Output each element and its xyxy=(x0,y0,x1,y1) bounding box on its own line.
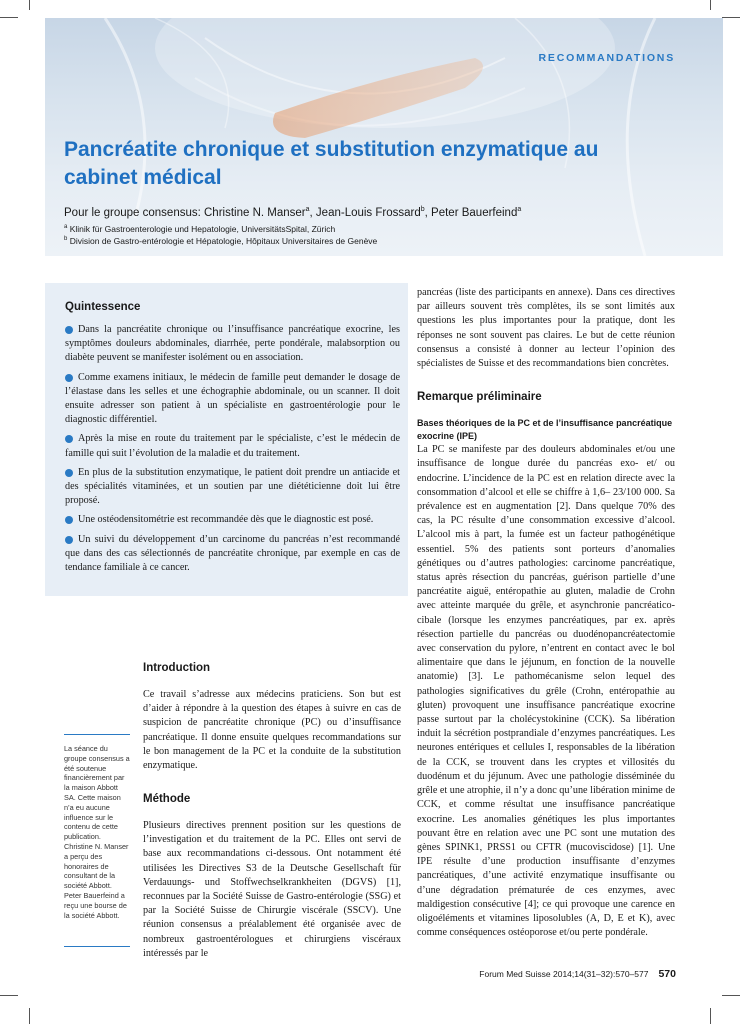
affil-text: Division de Gastro-entérologie et Hépatologie, Hôpitaux Universitaires de Genève xyxy=(67,236,378,246)
bases-subheading: Bases théoriques de la PC et de l’insuffisance pancréatique exocrine (IPE) xyxy=(417,418,673,442)
article-title: Pancréatite chronique et substitution enzymatique au cabinet médical xyxy=(64,138,599,189)
crop-mark xyxy=(710,1008,711,1024)
list-item xyxy=(65,533,400,576)
bullet-icon xyxy=(65,469,73,477)
crop-mark xyxy=(29,0,30,10)
list-item xyxy=(65,432,400,460)
crop-mark xyxy=(722,995,740,996)
methode-section xyxy=(143,793,401,961)
authors-text: , Jean-Louis Frossard xyxy=(309,206,421,219)
author-sup: b xyxy=(420,206,425,213)
remarque-heading: Remarque préliminaire xyxy=(417,391,542,404)
bullet-icon xyxy=(65,516,73,524)
bullet-icon xyxy=(65,536,73,544)
affil-sup: a xyxy=(64,224,68,231)
introduction-section xyxy=(143,662,401,773)
crop-mark xyxy=(0,995,18,996)
list-item-text: En plus de la substitution enzymatique, le patient doit prendre un antiacide et des spécialités vitaminées, et un soutien par une diététicienne doit lui être proposé. xyxy=(65,466,400,507)
list-item-text: Un suivi du développement d’un carcinome du pancréas n’est recommandé que dans des cas sélectionnés de pancréatite chronique, par exemple en cas de tendance familiale à ce cancer. xyxy=(65,533,400,574)
bullet-icon xyxy=(65,435,73,443)
authors-text: , Peter Bauerfeind xyxy=(424,206,518,219)
bullet-icon xyxy=(65,326,73,334)
affil-sup: b xyxy=(64,236,68,243)
bullet-icon xyxy=(65,374,73,382)
crop-mark xyxy=(0,17,18,18)
quintessence-list xyxy=(65,323,400,580)
right-column xyxy=(417,286,675,940)
affil-text: Klinik für Gastroenterologie und Hepatologie, UniversitätsSpital, Zürich xyxy=(67,224,336,234)
introduction-heading: Introduction xyxy=(143,662,211,674)
list-item-text: Dans la pancréatite chronique ou l’insuffisance pancréatique exocrine, les symptômes douleurs abdominales, diarrhée, perte pondérale, malabsorption ou diabète peuvent se manifester isolément ou en association. xyxy=(65,324,400,364)
continuation-text: pancréas (liste des participants en annexe). Dans ces directives par ailleurs souvent très complètes, ils se sont limités aux questions les plus importantes pour la pratique, dont les réponses ne sont souvent pas claires. Le but de cette réunion consensus a consisté à donner au lecteur l’opinion des spécialistes de Suisse et des recommandations bien concrètes. xyxy=(417,287,675,370)
list-item xyxy=(65,466,400,509)
quintessence-box xyxy=(45,283,408,596)
bases-text: La PC se manifeste par des douleurs abdominales et/ou une insuffisance de longue durée du pancréas exo- et/ ou endocrine. L’incidence de la PC est en relation directe avec la consommation d’alcool et elle se chiffre à 1,6– 23/100 000. Sa prévalence est en augmentation [2]. Dans quelque 70% des cas, la PC résulte d’une consommation excessive d’alcool. L’alcool mis à part, la fumée est un facteur pathogénétique essentiel. 5% des patients sont porteurs d’anomalies génétiques ou d’autres pathologies: carcinome pancréatique, status après résection du pancréas, guérison partielle d’une pancréatite aiguë, entéropathie au gluten, maladie de Crohn avec atteinte marquée du grêle, et asynchronie pancréatico-cibale (lorsque les enzymes pancréatiques, par ex. après résection partielle du pancréas ou duodénopancréatectomie avec conservation du pylore, n’entrent en contact avec le bol alimentaire que dans le jéjunum, en fonction de la nouvelle anatomie) [3]. Le pathomécanisme selon lequel des pathologies significatives du grêle (Crohn, entéropathie au gluten) provoquent une insuffisance pancréatique exocrine passe surtout par la cholécystokinine (CCK). Sa libération induit la sécrétion postprandiale d’enzymes pancréatiques. Les neurones entériques et cellules I, responsables de la libération de la CCK, se trouvent dans les cryptes et villosités du duodénum et du jéjunum. Avec une pathologie disséminée du grêle et une atrophie, il n’y a donc qu’une libération minime de CCK, et comme résultat une insuffisance pancréatique exocrine. Les anomalies génétiques les plus importantes pouvant être en relation avec une PC sont une mutation des gènes SPINK1, PRSS1 ou CFTR (mucoviscidose) [1]. Une IPE résulte d’une production insuffisante d’enzymes pancréatiques, d’une activité enzymatique insuffisante ou d’une dégradation prématurée de ces enzymes, avec maldigestion consécutive [4]; ce qui provoque une carence en oligoéléments et vitamines liposolubles (A, D, E et K), avec comme conséquences ostéoporose et/ou perte pondérale. xyxy=(417,444,675,939)
author-sup: a xyxy=(517,206,522,213)
introduction-text: Ce travail s’adresse aux médecins praticiens. Son but est d’aider à répondre à la question des étapes à suivre en cas de suspicion de pancréatite chronique (PC) ou d’insuffisance pancréatique. Il donne ensuite quelques recommandations sur le bon management de la PC et la conduite de la substitution enzymatique. xyxy=(143,689,401,772)
methode-text: Plusieurs directives prennent position sur les questions de l’investigation et du traitement de la PC. Elles ont servi de base aux recommandations ci-dessous. Ont notamment été utilisées les Directives S3 de la Deutsche Gesellschaft für Verdauungs- und Stoffwechselkrankheiten (DGVS) [1], reconnues par la Société Suisse de Gastro-entérologie (SSG) et par la Société Suisse de Chirurgie viscérale (SSCV). Une réunion consensus a préalablement été organisée avec de nombreux gastroentérologues et chirurgiens viscéraux intéressés par le xyxy=(143,820,401,959)
list-item-text: Comme examens initiaux, le médecin de famille peut demander le dosage de l’élastase dans les selles et une échographie abdominale, ou un scanner. Il doit ensuite adresser son patient à un spécialiste en gastroentérologie pour le diagnostic différentiel. xyxy=(65,371,400,426)
crop-mark xyxy=(710,0,711,10)
affiliation-b xyxy=(64,236,377,246)
list-item xyxy=(65,513,400,527)
section-label: RECOMMANDATIONS xyxy=(538,52,675,64)
quintessence-heading: Quintessence xyxy=(65,301,141,313)
crop-mark xyxy=(722,17,740,18)
crop-mark xyxy=(29,1008,30,1024)
methode-heading: Méthode xyxy=(143,793,191,805)
list-item-text: Une ostéodensitométrie est recommandée dès que le diagnostic est posé. xyxy=(78,514,374,526)
affiliation-a xyxy=(64,224,335,234)
page-number: 570 xyxy=(658,968,676,980)
list-item xyxy=(65,371,400,428)
author-sup: a xyxy=(305,206,310,213)
page-footer xyxy=(479,968,676,980)
authors-text: Pour le groupe consensus: Christine N. Manser xyxy=(64,206,306,219)
list-item xyxy=(65,323,400,366)
funding-sidenote: La séance du groupe consensus a été soutenue financièrement par la maison Abbott SA. Cette maison n’a eu aucune influence sur le contenu de cette publication. Christine N. Manser a perçu des honoraires de consultant de la société Abbott. Peter Bauerfeind a reçu une bourse de la société Abbott. xyxy=(64,734,130,947)
journal-citation: Forum Med Suisse 2014;14(31–32):570–577 xyxy=(479,969,649,979)
list-item-text: Après la mise en route du traitement par le spécialiste, c’est le médecin de famille qui suit l’évolution de la maladie et du traitement. xyxy=(65,433,400,459)
header-banner xyxy=(45,18,723,256)
author-line xyxy=(64,206,521,219)
